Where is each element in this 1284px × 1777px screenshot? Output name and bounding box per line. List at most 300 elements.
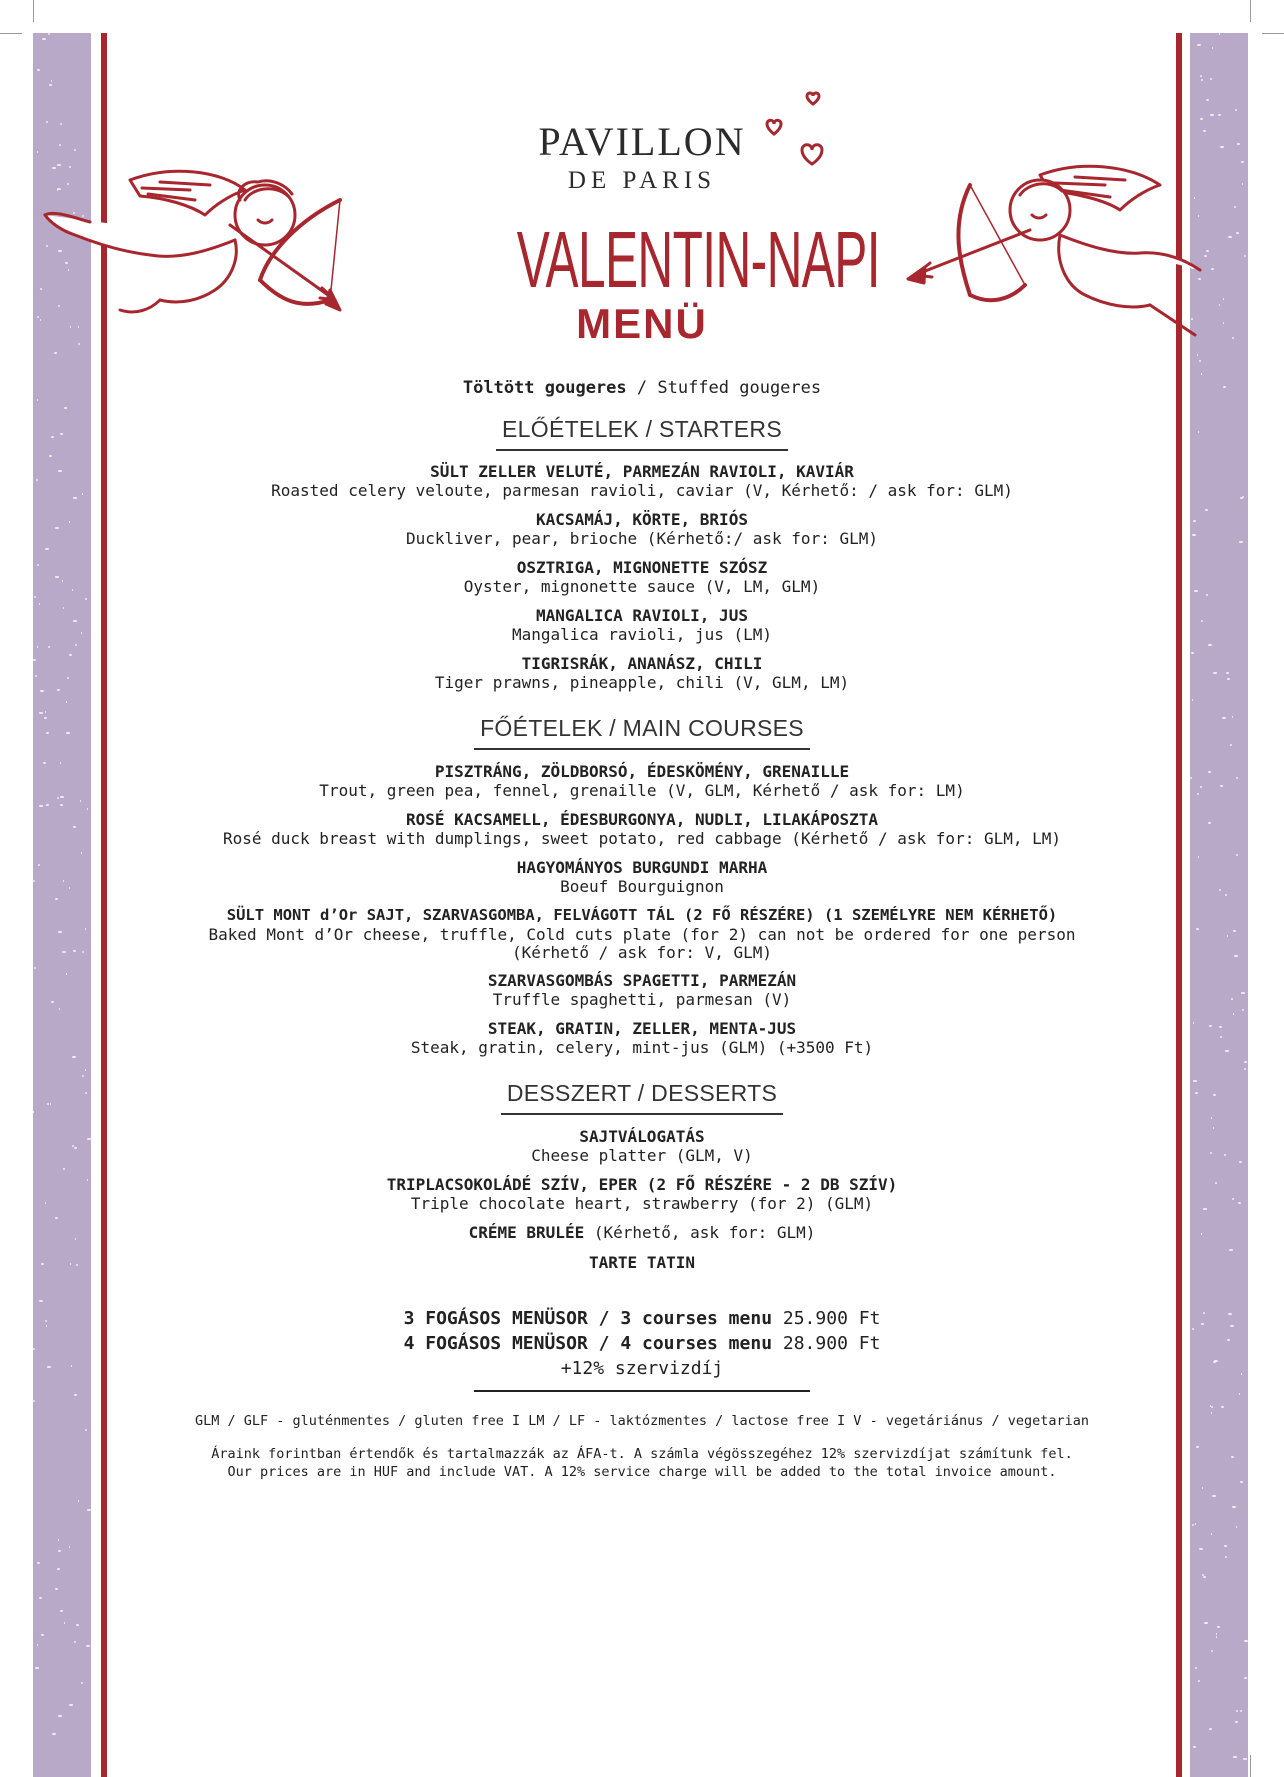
texture-speck	[76, 1264, 78, 1266]
texture-speck	[45, 1320, 47, 1322]
divider	[474, 1390, 810, 1392]
main-6-name: STEAK, GRATIN, ZELLER, MENTA-JUS	[487, 1019, 797, 1038]
dessert-1-desc: Cheese platter (GLM, V)	[531, 1146, 753, 1165]
texture-speck	[1215, 1182, 1217, 1184]
texture-speck	[1212, 47, 1213, 49]
texture-speck	[46, 121, 48, 123]
texture-speck	[85, 928, 86, 930]
texture-speck	[1210, 1152, 1212, 1154]
texture-speck	[40, 690, 44, 692]
dessert-2-desc: Triple chocolate heart, strawberry (for 2) (GLM)	[410, 1194, 874, 1213]
dessert-3-line	[120, 1223, 1164, 1242]
texture-speck	[1209, 1025, 1212, 1027]
texture-speck	[1192, 1524, 1194, 1526]
texture-speck	[46, 804, 49, 806]
intro-hu: Töltött gougeres	[462, 378, 627, 398]
texture-speck	[72, 1056, 76, 1058]
texture-speck	[1233, 1013, 1234, 1015]
texture-speck	[60, 762, 61, 764]
texture-speck	[1201, 373, 1202, 375]
starter-3-desc: Oyster, mignonette sauce (V, LM, GLM)	[463, 577, 821, 596]
dessert-3-desc: (Kérhető, ask for: GLM)	[584, 1223, 816, 1242]
texture-speck	[33, 880, 35, 882]
texture-speck	[1244, 1640, 1248, 1642]
texture-speck	[1240, 1481, 1243, 1483]
texture-speck	[85, 598, 87, 600]
intro-separator: /	[626, 378, 658, 398]
texture-speck	[1199, 1548, 1203, 1550]
texture-speck	[1211, 1533, 1212, 1535]
texture-speck	[43, 762, 46, 764]
texture-speck	[60, 433, 63, 435]
texture-speck	[55, 1217, 58, 1219]
texture-speck	[1192, 699, 1193, 701]
dessert-2-name: TRIPLACSOKOLÁDÉ SZÍV, EPER (2 FŐ RÉSZÉRE - 2 DB SZÍV)	[386, 1175, 898, 1194]
texture-speck	[35, 1667, 39, 1669]
texture-speck	[52, 1733, 56, 1735]
starter-2-name: KACSAMÁJ, KÖRTE, BRIÓS	[536, 510, 748, 529]
menu-title: VALENTIN-NAPI	[516, 215, 880, 304]
texture-speck	[57, 1568, 60, 1570]
texture-speck	[1235, 1721, 1238, 1723]
texture-speck	[1230, 1325, 1234, 1327]
texture-speck	[87, 1179, 88, 1181]
allergen-legend: GLM / GLF - gluténmentes / gluten free I LM / LF - laktózmentes / lactose free I V - vegetáriánus / vegetarian	[194, 1413, 1090, 1429]
texture-speck	[1239, 1393, 1240, 1395]
texture-speck	[1200, 786, 1202, 788]
texture-speck	[39, 805, 43, 807]
texture-speck	[1227, 1339, 1230, 1341]
texture-speck	[62, 580, 63, 582]
texture-speck	[1202, 1487, 1203, 1489]
texture-speck	[1229, 1249, 1233, 1251]
texture-speck	[62, 951, 66, 953]
texture-speck	[1191, 652, 1194, 654]
texture-speck	[1198, 1680, 1200, 1682]
service-charge: +12% szervizdíj	[560, 1358, 724, 1379]
main-4-desc-note: (Kérhető / ask for: V, GLM)	[511, 943, 773, 962]
texture-speck	[1241, 992, 1245, 994]
texture-speck	[1242, 183, 1243, 185]
texture-speck	[45, 711, 46, 713]
texture-speck	[1231, 1456, 1234, 1458]
texture-speck	[1221, 1406, 1224, 1408]
texture-speck	[73, 497, 77, 499]
texture-speck	[63, 607, 64, 609]
texture-speck	[1240, 1710, 1242, 1712]
main-3-desc: Boeuf Bourguignon	[560, 877, 724, 896]
texture-speck	[50, 1103, 51, 1105]
texture-speck	[33, 1400, 35, 1402]
texture-speck	[49, 455, 52, 457]
texture-speck	[82, 1075, 84, 1077]
crop-mark	[1250, 0, 1251, 22]
dessert-4-name: TARTE TATIN	[589, 1253, 695, 1272]
texture-speck	[1225, 894, 1227, 896]
texture-speck	[1224, 1545, 1227, 1547]
section-heading-desserts: DESSZERT / DESSERTS	[320, 1080, 964, 1115]
texture-speck	[73, 826, 76, 828]
texture-speck	[1237, 143, 1240, 145]
starter-4-desc: Mangalica ravioli, jus (LM)	[511, 625, 773, 644]
texture-speck	[1227, 678, 1230, 680]
texture-speck	[1210, 1405, 1211, 1407]
main-2-name: ROSÉ KACSAMELL, ÉDESBURGONYA, NUDLI, LILAKÁPOSZTA	[405, 810, 878, 829]
amuse-bouche-line	[120, 378, 1164, 398]
texture-speck	[1201, 1323, 1204, 1325]
texture-speck	[1219, 304, 1220, 306]
texture-speck	[60, 1610, 63, 1612]
texture-speck	[1208, 771, 1211, 773]
texture-speck	[1243, 1758, 1247, 1760]
texture-speck	[1241, 1373, 1242, 1375]
texture-speck	[1197, 44, 1201, 46]
texture-speck	[1223, 298, 1224, 300]
texture-speck	[1203, 130, 1206, 132]
texture-speck	[1228, 236, 1232, 238]
texture-speck	[42, 38, 46, 40]
main-4-desc: Baked Mont d’Or cheese, truffle, Cold cuts plate (for 2) can not be ordered for one person	[208, 925, 1076, 944]
texture-speck	[1194, 590, 1198, 592]
texture-speck	[36, 479, 38, 481]
texture-speck	[1210, 114, 1214, 116]
texture-speck	[58, 1550, 61, 1552]
texture-speck	[1201, 620, 1203, 622]
texture-speck	[47, 1366, 51, 1368]
cupid-right-illustration	[880, 145, 1210, 365]
section-heading-mains: FŐÉTELEK / MAIN COURSES	[320, 715, 964, 750]
texture-speck	[60, 804, 63, 806]
texture-speck	[39, 712, 43, 714]
texture-speck	[1232, 1506, 1236, 1508]
price-3-course-amount: 25.900 Ft	[772, 1308, 881, 1329]
texture-speck	[47, 1103, 49, 1105]
texture-speck	[1228, 1313, 1232, 1315]
texture-speck	[74, 149, 76, 151]
texture-speck	[44, 717, 47, 719]
texture-speck	[39, 1597, 42, 1599]
texture-speck	[1235, 109, 1237, 111]
texture-speck	[85, 1069, 86, 1071]
texture-speck	[45, 548, 49, 550]
texture-speck	[80, 800, 81, 802]
texture-speck	[37, 1562, 40, 1564]
texture-speck	[70, 1263, 71, 1265]
texture-speck	[59, 1008, 60, 1010]
texture-speck	[1218, 114, 1221, 116]
texture-speck	[1210, 78, 1212, 80]
texture-speck	[48, 33, 50, 35]
main-5-name: SZARVASGOMBÁS SPAGETTI, PARMEZÁN	[487, 971, 797, 990]
texture-speck	[1219, 33, 1220, 35]
starter-4-name: MANGALICA RAVIOLI, JUS	[536, 606, 748, 625]
main-2-desc: Rosé duck breast with dumplings, sweet potato, red cabbage (Kérhető / ask for: GLM, LM)	[222, 829, 1062, 848]
texture-speck	[75, 644, 77, 646]
texture-speck	[1203, 1312, 1205, 1314]
texture-speck	[1198, 856, 1199, 858]
texture-speck	[64, 1622, 65, 1624]
texture-speck	[1206, 594, 1208, 596]
texture-speck	[1239, 541, 1243, 543]
main-6-desc: Steak, gratin, celery, mint-jus (GLM) (+3500 Ft)	[410, 1038, 874, 1057]
texture-speck	[1195, 1092, 1198, 1094]
texture-speck	[55, 1588, 58, 1590]
texture-speck	[1212, 1495, 1216, 1497]
texture-speck	[58, 931, 62, 933]
starter-1-desc: Roasted celery veloute, parmesan ravioli, caviar (V, Kérhető: / ask for: GLM)	[271, 481, 1013, 500]
texture-speck	[1220, 785, 1223, 787]
texture-speck	[1241, 161, 1244, 163]
texture-speck	[1222, 717, 1226, 719]
texture-speck	[1193, 1080, 1197, 1082]
texture-speck	[57, 689, 60, 691]
price-4-course	[120, 1333, 1164, 1354]
texture-speck	[81, 852, 82, 854]
texture-speck	[1220, 146, 1224, 148]
texture-speck	[66, 732, 70, 734]
texture-speck	[1234, 955, 1238, 957]
brand-subtitle: DE PARIS	[567, 167, 717, 194]
texture-speck	[1240, 497, 1243, 499]
texture-speck	[1238, 1202, 1241, 1204]
texture-speck	[1224, 1154, 1226, 1156]
vat-note-hu: Áraink forintban értendők és tartalmazzák az ÁFA-t. A számla végösszegéhez 12% szervizdíjat számítunk fel.	[211, 1446, 1073, 1462]
main-1-desc: Trout, green pea, fennel, grenaille (V, GLM, Kérhető / ask for: LM)	[319, 781, 965, 800]
texture-speck	[46, 1325, 47, 1327]
crop-mark	[1262, 33, 1284, 34]
texture-speck	[1203, 1208, 1207, 1210]
texture-speck	[1226, 672, 1229, 674]
texture-speck	[1211, 1412, 1212, 1414]
texture-speck	[38, 864, 40, 866]
texture-speck	[1204, 1622, 1208, 1624]
texture-speck	[1193, 1022, 1194, 1024]
texture-speck	[1192, 1328, 1194, 1330]
texture-speck	[72, 1145, 74, 1147]
texture-speck	[60, 796, 64, 798]
texture-speck	[78, 1500, 79, 1502]
texture-speck	[1244, 1068, 1246, 1070]
texture-speck	[49, 84, 52, 86]
texture-speck	[81, 632, 82, 634]
texture-speck	[69, 1546, 70, 1548]
texture-speck	[33, 1348, 35, 1350]
texture-speck	[1195, 1667, 1197, 1669]
texture-speck	[1236, 232, 1239, 234]
texture-speck	[81, 1682, 83, 1684]
crop-mark	[1250, 1755, 1251, 1777]
texture-speck	[1190, 777, 1192, 779]
texture-speck	[1227, 935, 1228, 937]
starter-5-name: TIGRISRÁK, ANANÁSZ, CHILI	[521, 654, 763, 673]
texture-speck	[48, 646, 50, 648]
texture-speck	[87, 808, 88, 810]
texture-speck	[72, 589, 73, 591]
texture-speck	[34, 596, 36, 598]
texture-speck	[1201, 79, 1203, 81]
price-4-course-amount: 28.900 Ft	[772, 1333, 881, 1354]
starter-5-desc: Tiger prawns, pineapple, chili (V, GLM, LM)	[434, 673, 850, 692]
texture-speck	[37, 564, 39, 566]
texture-speck	[59, 144, 61, 146]
texture-speck	[85, 1092, 87, 1094]
texture-speck	[73, 620, 77, 622]
texture-speck	[67, 677, 69, 679]
texture-speck	[1211, 268, 1214, 270]
texture-speck	[1208, 822, 1211, 824]
texture-speck	[69, 654, 72, 656]
main-5-desc: Truffle spaghetti, parmesan (V)	[492, 990, 792, 1009]
section-heading-starters: ELŐÉTELEK / STARTERS	[320, 416, 964, 451]
texture-speck	[39, 603, 40, 605]
texture-speck	[51, 80, 52, 82]
texture-speck	[1213, 1094, 1216, 1096]
texture-speck	[1200, 118, 1203, 120]
texture-speck	[1219, 889, 1221, 891]
texture-speck	[73, 950, 76, 952]
texture-speck	[37, 69, 40, 71]
texture-speck	[1213, 672, 1217, 674]
texture-speck	[58, 470, 62, 472]
texture-speck	[1239, 1161, 1242, 1163]
texture-speck	[1244, 255, 1246, 257]
texture-speck	[1209, 1728, 1212, 1730]
texture-speck	[1219, 1026, 1222, 1028]
texture-speck	[66, 701, 67, 703]
texture-speck	[1192, 534, 1196, 536]
price-4-course-label: 4 FOGÁSOS MENÜSOR / 4 courses menu	[403, 1333, 773, 1354]
texture-speck	[1200, 75, 1202, 77]
texture-speck	[71, 1365, 72, 1367]
cupid-left-illustration	[30, 160, 370, 370]
texture-speck	[1193, 520, 1196, 522]
main-1-name: PISZTRÁNG, ZÖLDBORSÓ, ÉDESKÖMÉNY, GRENAILLE	[434, 762, 850, 781]
texture-speck	[55, 527, 59, 529]
texture-speck	[1193, 1746, 1196, 1748]
starter-3-name: OSZTRIGA, MIGNONETTE SZÓSZ	[516, 558, 768, 577]
texture-speck	[82, 493, 83, 495]
texture-speck	[1223, 322, 1224, 324]
texture-speck	[39, 1300, 43, 1302]
texture-speck	[74, 1147, 77, 1149]
texture-speck	[55, 898, 58, 900]
texture-speck	[1223, 386, 1226, 388]
texture-speck	[41, 1263, 44, 1265]
texture-speck	[37, 646, 38, 648]
texture-speck	[1211, 1117, 1212, 1119]
texture-speck	[33, 1111, 34, 1113]
texture-speck	[1208, 644, 1212, 646]
price-3-course-label: 3 FOGÁSOS MENÜSOR / 3 courses menu	[403, 1308, 773, 1329]
texture-speck	[1220, 1036, 1222, 1038]
texture-speck	[1197, 793, 1199, 795]
texture-speck	[66, 973, 67, 975]
texture-speck	[51, 436, 54, 438]
texture-speck	[51, 1001, 54, 1003]
texture-speck	[69, 521, 70, 523]
texture-speck	[1213, 1127, 1214, 1129]
texture-speck	[1196, 928, 1199, 930]
menu-subtitle: MENÜ	[576, 300, 708, 347]
texture-speck	[1196, 1446, 1199, 1448]
texture-speck	[1236, 1526, 1237, 1528]
starter-1-name: SÜLT ZELLER VELUTÉ, PARMEZÁN RAVIOLI, KAVIÁR	[430, 462, 854, 481]
texture-speck	[74, 1394, 77, 1396]
texture-speck	[1234, 206, 1236, 208]
texture-speck	[1242, 1009, 1244, 1011]
texture-speck	[86, 1645, 90, 1647]
texture-speck	[1236, 777, 1238, 779]
texture-speck	[1230, 744, 1232, 746]
crop-mark	[0, 33, 22, 34]
texture-speck	[1203, 1576, 1206, 1578]
texture-speck	[37, 1644, 38, 1646]
texture-speck	[34, 967, 36, 969]
vat-note-en: Our prices are in HUF and include VAT. A 12% service charge will be added to the total invoice amount.	[227, 1464, 1057, 1480]
texture-speck	[1217, 1626, 1220, 1628]
crop-mark	[33, 0, 34, 22]
texture-speck	[37, 151, 38, 153]
texture-speck	[1206, 99, 1209, 101]
texture-speck	[60, 123, 62, 125]
texture-speck	[1214, 1360, 1218, 1362]
texture-speck	[37, 399, 38, 401]
texture-speck	[58, 1715, 62, 1717]
dessert-3-name: CRÉME BRULÉE	[468, 1223, 585, 1242]
texture-speck	[1233, 930, 1236, 932]
texture-speck	[1211, 1650, 1213, 1652]
texture-speck	[63, 1168, 65, 1170]
texture-speck	[46, 732, 49, 734]
texture-speck	[1244, 1677, 1247, 1679]
texture-speck	[64, 407, 67, 409]
texture-speck	[69, 1704, 73, 1706]
texture-speck	[1236, 1710, 1238, 1712]
texture-speck	[1232, 337, 1234, 339]
dessert-1-name: SAJTVÁLOGATÁS	[579, 1127, 705, 1146]
texture-speck	[1244, 1061, 1247, 1063]
texture-speck	[1232, 1198, 1234, 1200]
texture-speck	[75, 1238, 76, 1240]
main-3-name: HAGYOMÁNYOS BURGUNDI MARHA	[516, 858, 768, 877]
texture-speck	[1201, 1233, 1202, 1235]
texture-speck	[1225, 1556, 1227, 1558]
menu-header	[440, 119, 880, 348]
texture-speck	[1216, 1636, 1217, 1638]
main-4-name: SÜLT MONT d’Or SAJT, SZARVASGOMBA, FELVÁGOTT TÁL (2 FŐ RÉSZÉRE) (1 SZEMÉLYRE NEM KÉRHETŐ)	[226, 906, 1058, 924]
texture-speck	[85, 1429, 87, 1431]
texture-speck	[57, 797, 59, 799]
starter-2-desc: Duckliver, pear, brioche (Kérhető:/ ask for: GLM)	[405, 529, 878, 548]
texture-speck	[1205, 509, 1208, 511]
texture-speck	[45, 1202, 46, 1204]
brand-name: PAVILLON	[538, 119, 746, 164]
texture-speck	[69, 887, 70, 889]
texture-speck	[1211, 1406, 1213, 1408]
texture-speck	[1198, 431, 1199, 433]
price-3-course	[120, 1308, 1164, 1329]
texture-speck	[1225, 1050, 1229, 1052]
texture-speck	[74, 1641, 76, 1643]
texture-speck	[1233, 1756, 1237, 1758]
texture-speck	[55, 576, 59, 578]
texture-speck	[41, 1634, 44, 1636]
texture-speck	[63, 880, 64, 882]
texture-speck	[76, 1624, 79, 1626]
texture-speck	[1236, 854, 1238, 856]
texture-speck	[1195, 1523, 1196, 1525]
texture-speck	[33, 659, 36, 661]
